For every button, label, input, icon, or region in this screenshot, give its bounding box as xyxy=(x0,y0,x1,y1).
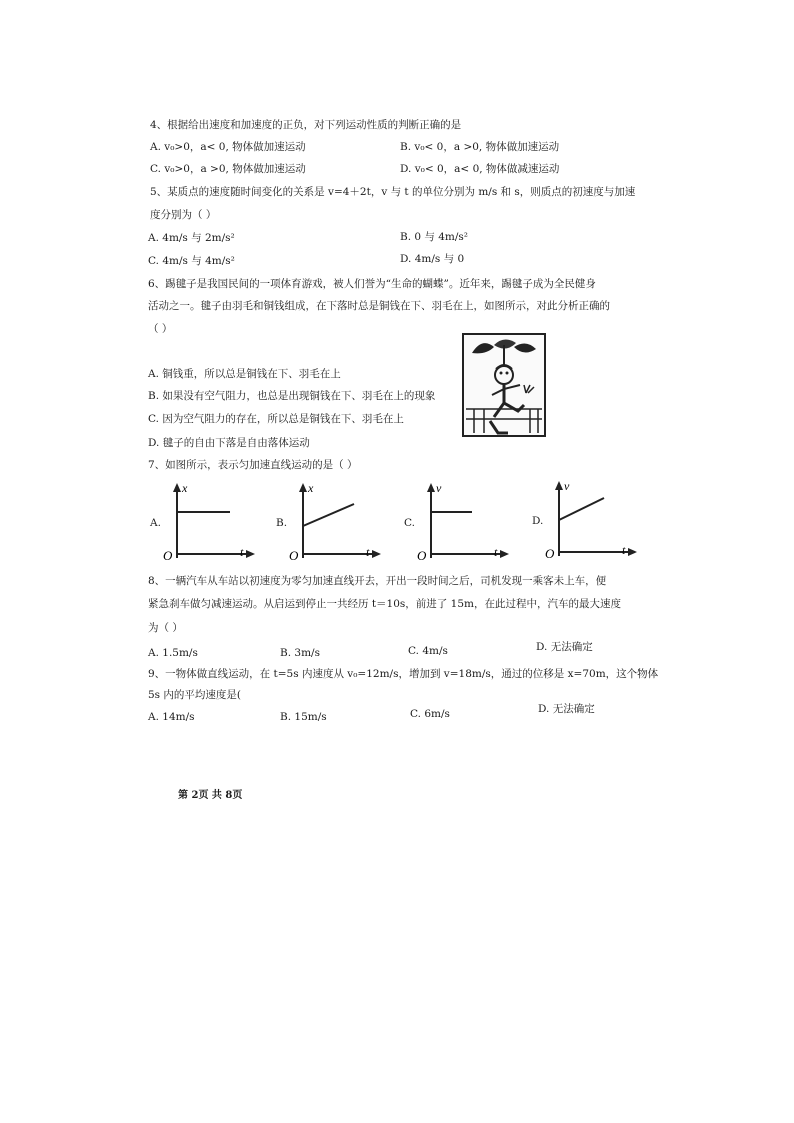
q9-option-c: C. 6m/s xyxy=(410,708,450,720)
graph-a-x-t-horizontal xyxy=(160,478,260,562)
q4-stem: 4、根据给出速度和加速度的正负，对下列运动性质的判断正确的是 xyxy=(150,119,462,131)
q9-option-b: B. 15m/s xyxy=(280,711,327,723)
graph-b-label: B. xyxy=(276,517,288,529)
q4-option-c: C. v₀>0，a >0, 物体做加速运动 xyxy=(150,163,306,175)
graph-c-y-label: v xyxy=(436,481,442,495)
graph-d-origin: O xyxy=(545,546,555,560)
graph-a-y-label: x xyxy=(182,481,188,495)
graph-d-y-label: v xyxy=(564,479,570,493)
kicking-figure-drawing xyxy=(464,335,544,435)
q6-option-c: C. 因为空气阻力的存在，所以总是铜钱在下、羽毛在上 xyxy=(148,413,404,425)
q6-stem-line3: （ ） xyxy=(148,323,173,335)
q6-stem-line1: 6、踢毽子是我国民间的一项体育游戏，被人们誉为“生命的蝴蝶”。近年来，踢毽子成为全民健身 xyxy=(148,278,596,290)
q8-option-a: A. 1.5m/s xyxy=(148,647,198,659)
graph-a-origin: O xyxy=(163,548,173,562)
q6-option-b: B. 如果没有空气阻力，也总是出现铜钱在下、羽毛在上的现象 xyxy=(148,390,436,402)
q5-option-b: B. 0 与 4m/s² xyxy=(400,231,469,243)
q5-option-d: D. 4m/s 与 0 xyxy=(400,253,465,265)
q5-option-a: A. 4m/s 与 2m/s² xyxy=(148,232,235,244)
q9-option-d: D. 无法确定 xyxy=(538,703,595,715)
q4-option-b: B. v₀< 0，a >0, 物体做加速运动 xyxy=(400,141,560,153)
graph-b-origin: O xyxy=(289,548,299,562)
q8-option-b: B. 3m/s xyxy=(280,647,320,659)
q9-option-a: A. 14m/s xyxy=(148,711,195,723)
q8-option-c: C. 4m/s xyxy=(408,645,448,657)
graph-b-x-t-inclined xyxy=(286,478,386,562)
q5-option-c: C. 4m/s 与 4m/s² xyxy=(148,255,235,267)
q6-option-a: A. 铜钱重，所以总是铜钱在下、羽毛在上 xyxy=(148,368,341,380)
graph-a-x-label: t xyxy=(240,545,244,559)
q8-stem-line1: 8、一辆汽车从车站以初速度为零匀加速直线开去，开出一段时间之后，司机发现一乘客未上车，便 xyxy=(148,575,607,587)
graph-b-y-label: x xyxy=(308,481,314,495)
q8-stem-line2: 紧急刹车做匀减速运动。从启运到停止一共经历 t＝10s，前进了 15m，在此过程中，汽车的最大速度 xyxy=(148,598,621,610)
graph-c-x-label: t xyxy=(494,545,498,559)
graph-b-x-label: t xyxy=(366,545,370,559)
q8-stem-line3: 为（ ） xyxy=(148,622,183,634)
q8-option-d: D. 无法确定 xyxy=(536,641,593,653)
graph-c-v-t-horizontal xyxy=(414,478,514,562)
q6-option-d: D. 毽子的自由下落是自由落体运动 xyxy=(148,437,310,449)
q9-stem-line1: 9、一物体做直线运动，在 t=5s 内速度从 v₀=12m/s，增加到 v=18m/s，通过的位移是 x=70m，这个物体 xyxy=(148,668,659,680)
graph-c-origin: O xyxy=(417,548,427,562)
q5-stem-line2: 度分别为（ ） xyxy=(150,209,217,221)
q4-option-d: D. v₀< 0，a< 0, 物体做减速运动 xyxy=(400,163,560,175)
graph-a-label: A. xyxy=(150,517,161,529)
graph-d-x-label: t xyxy=(622,543,626,557)
graph-c-label: C. xyxy=(404,517,415,529)
q6-stem-line2: 活动之一。毽子由羽毛和铜钱组成，在下落时总是铜钱在下、羽毛在上，如图所示，对此分析正确的 xyxy=(148,300,610,312)
q7-stem: 7、如图所示，表示匀加速直线运动的是（ ） xyxy=(148,459,358,471)
q9-stem-line2: 5s 内的平均速度是( xyxy=(148,689,242,701)
graph-d-v-t-inclined xyxy=(542,476,642,560)
q4-option-a: A. v₀>0，a< 0, 物体做加速运动 xyxy=(150,141,306,153)
page-number-footer: 第 2页 共 8页 xyxy=(178,790,243,801)
q5-stem-line1: 5、某质点的速度随时间变化的关系是 v=4＋2t，v 与 t 的单位分别为 m/s 和 s，则质点的初速度与加速 xyxy=(150,186,636,198)
shuttlecock-kicking-illustration xyxy=(462,333,546,437)
graph-d-label: D. xyxy=(532,515,544,527)
